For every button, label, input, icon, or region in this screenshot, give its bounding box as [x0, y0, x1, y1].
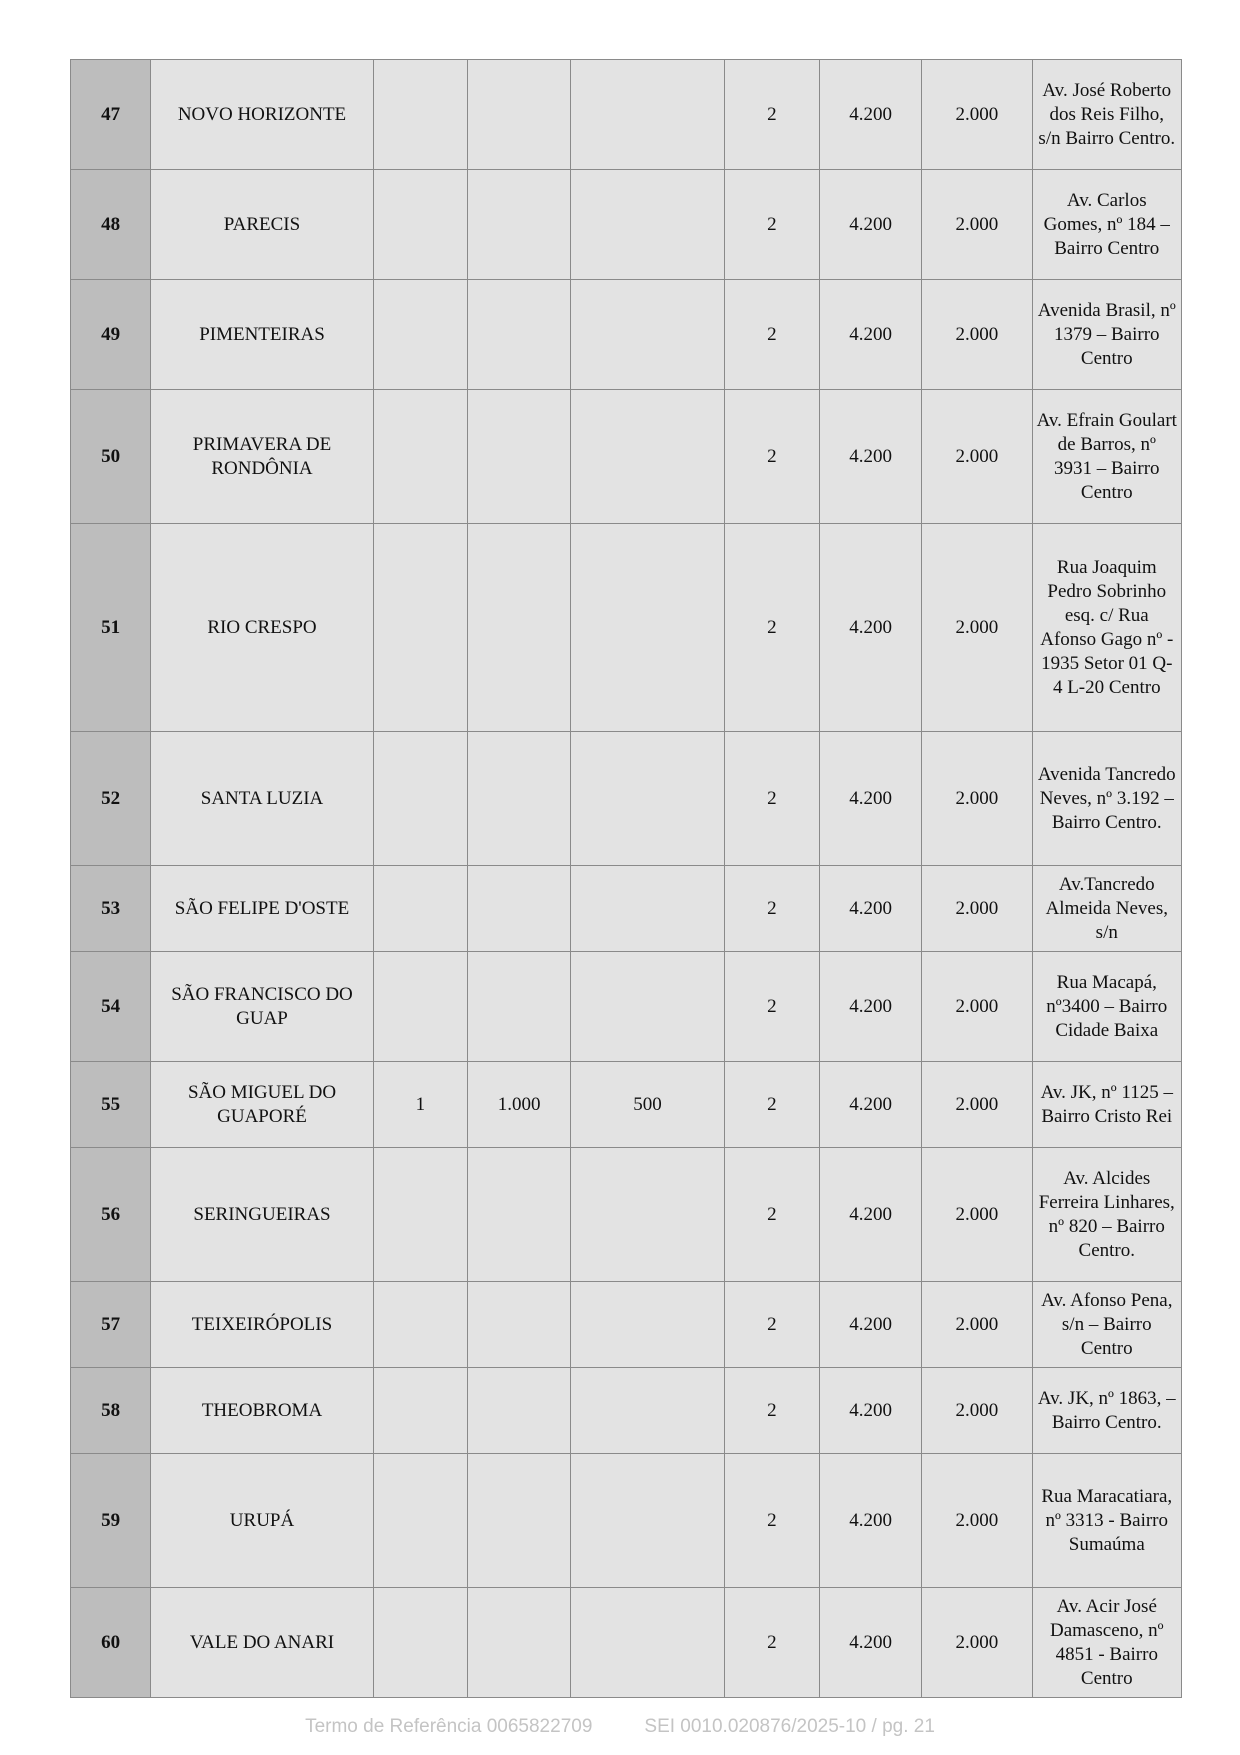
row-number-cell: 58: [71, 1368, 151, 1454]
table-row: [71, 60, 1182, 170]
address-cell: Avenida Brasil, nº 1379 – Bairro Centro: [1032, 280, 1181, 390]
value-cell-5: 4.200: [819, 732, 921, 866]
qty-cell-4: 2: [724, 1588, 819, 1698]
table-row: [71, 1062, 1182, 1148]
municipality-cell: TEIXEIRÓPOLIS: [151, 1282, 374, 1368]
address-cell: Rua Macapá, nº3400 – Bairro Cidade Baixa: [1032, 952, 1181, 1062]
qty-cell-4: 2: [724, 732, 819, 866]
table-row: [71, 866, 1182, 952]
value-cell-2: [468, 1148, 571, 1282]
address-cell: Av. Efrain Goulart de Barros, nº 3931 – Bairro Centro: [1032, 390, 1181, 524]
table-row: [71, 1282, 1182, 1368]
value-cell-6: 2.000: [922, 1454, 1032, 1588]
row-number-cell: 49: [71, 280, 151, 390]
table-row: [71, 390, 1182, 524]
value-cell-3: [571, 1588, 724, 1698]
value-cell-2: [468, 170, 571, 280]
qty-cell-4: 2: [724, 390, 819, 524]
value-cell-3: [571, 390, 724, 524]
value-cell-6: 2.000: [922, 1062, 1032, 1148]
municipality-cell: SÃO MIGUEL DO GUAPORÉ: [151, 1062, 374, 1148]
table-row: [71, 1148, 1182, 1282]
value-cell-3: [571, 732, 724, 866]
value-cell-3: [571, 524, 724, 732]
qty-cell-1: [373, 866, 467, 952]
qty-cell-1: [373, 60, 467, 170]
value-cell-3: [571, 1282, 724, 1368]
qty-cell-1: 1: [373, 1062, 467, 1148]
address-cell: Av. JK, nº 1125 – Bairro Cristo Rei: [1032, 1062, 1181, 1148]
table-row: [71, 1454, 1182, 1588]
value-cell-2: [468, 60, 571, 170]
address-cell: Av. José Roberto dos Reis Filho, s/n Bairro Centro.: [1032, 60, 1181, 170]
row-number-cell: 54: [71, 952, 151, 1062]
municipality-cell: NOVO HORIZONTE: [151, 60, 374, 170]
table-body: [71, 60, 1182, 1698]
value-cell-3: [571, 280, 724, 390]
row-number-cell: 50: [71, 390, 151, 524]
value-cell-6: 2.000: [922, 952, 1032, 1062]
value-cell-3: [571, 1368, 724, 1454]
row-number-cell: 59: [71, 1454, 151, 1588]
address-cell: Avenida Tancredo Neves, nº 3.192 – Bairro Centro.: [1032, 732, 1181, 866]
table-row: [71, 1368, 1182, 1454]
qty-cell-1: [373, 524, 467, 732]
qty-cell-1: [373, 732, 467, 866]
value-cell-5: 4.200: [819, 1062, 921, 1148]
address-cell: Av. Afonso Pena, s/n – Bairro Centro: [1032, 1282, 1181, 1368]
qty-cell-4: 2: [724, 170, 819, 280]
footer-sei-page: SEI 0010.020876/2025-10 / pg. 21: [644, 1716, 935, 1737]
value-cell-6: 2.000: [922, 1368, 1032, 1454]
value-cell-2: [468, 866, 571, 952]
value-cell-6: 2.000: [922, 732, 1032, 866]
municipality-cell: URUPÁ: [151, 1454, 374, 1588]
value-cell-2: [468, 280, 571, 390]
value-cell-2: [468, 1368, 571, 1454]
value-cell-3: [571, 1454, 724, 1588]
qty-cell-4: 2: [724, 524, 819, 732]
table-row: [71, 280, 1182, 390]
row-number-cell: 55: [71, 1062, 151, 1148]
address-cell: Av. Alcides Ferreira Linhares, nº 820 – Bairro Centro.: [1032, 1148, 1181, 1282]
municipality-cell: PARECIS: [151, 170, 374, 280]
qty-cell-1: [373, 170, 467, 280]
address-cell: Av. JK, nº 1863, – Bairro Centro.: [1032, 1368, 1181, 1454]
value-cell-2: [468, 1588, 571, 1698]
value-cell-3: [571, 1148, 724, 1282]
qty-cell-1: [373, 1454, 467, 1588]
table-row: [71, 1588, 1182, 1698]
value-cell-5: 4.200: [819, 524, 921, 732]
value-cell-5: 4.200: [819, 952, 921, 1062]
qty-cell-1: [373, 1588, 467, 1698]
address-cell: Rua Joaquim Pedro Sobrinho esq. c/ Rua Afonso Gago nº - 1935 Setor 01 Q-4 L-20 Centro: [1032, 524, 1181, 732]
value-cell-6: 2.000: [922, 60, 1032, 170]
qty-cell-4: 2: [724, 1368, 819, 1454]
qty-cell-4: 2: [724, 1454, 819, 1588]
qty-cell-1: [373, 1368, 467, 1454]
value-cell-2: 1.000: [468, 1062, 571, 1148]
value-cell-6: 2.000: [922, 866, 1032, 952]
value-cell-5: 4.200: [819, 1368, 921, 1454]
value-cell-5: 4.200: [819, 866, 921, 952]
qty-cell-1: [373, 1282, 467, 1368]
value-cell-5: 4.200: [819, 1148, 921, 1282]
address-cell: Rua Maracatiara, nº 3313 - Bairro Sumaúma: [1032, 1454, 1181, 1588]
qty-cell-1: [373, 390, 467, 524]
qty-cell-4: 2: [724, 1148, 819, 1282]
municipality-cell: SANTA LUZIA: [151, 732, 374, 866]
municipality-cell: SÃO FRANCISCO DO GUAP: [151, 952, 374, 1062]
qty-cell-4: 2: [724, 280, 819, 390]
value-cell-2: [468, 732, 571, 866]
value-cell-6: 2.000: [922, 524, 1032, 732]
table-row: [71, 170, 1182, 280]
municipality-cell: PRIMAVERA DE RONDÔNIA: [151, 390, 374, 524]
municipality-table: [70, 59, 1182, 1698]
address-cell: Av. Carlos Gomes, nº 184 – Bairro Centro: [1032, 170, 1181, 280]
value-cell-2: [468, 390, 571, 524]
municipality-cell: SERINGUEIRAS: [151, 1148, 374, 1282]
qty-cell-1: [373, 952, 467, 1062]
value-cell-6: 2.000: [922, 1148, 1032, 1282]
value-cell-2: [468, 1454, 571, 1588]
qty-cell-4: 2: [724, 1282, 819, 1368]
value-cell-5: 4.200: [819, 1282, 921, 1368]
page-footer: [0, 1716, 1240, 1738]
value-cell-5: 4.200: [819, 390, 921, 524]
value-cell-5: 4.200: [819, 280, 921, 390]
row-number-cell: 51: [71, 524, 151, 732]
qty-cell-4: 2: [724, 60, 819, 170]
qty-cell-4: 2: [724, 952, 819, 1062]
row-number-cell: 56: [71, 1148, 151, 1282]
row-number-cell: 47: [71, 60, 151, 170]
municipality-cell: VALE DO ANARI: [151, 1588, 374, 1698]
row-number-cell: 57: [71, 1282, 151, 1368]
table-row: [71, 952, 1182, 1062]
value-cell-2: [468, 952, 571, 1062]
qty-cell-4: 2: [724, 866, 819, 952]
municipality-cell: THEOBROMA: [151, 1368, 374, 1454]
row-number-cell: 48: [71, 170, 151, 280]
municipality-cell: RIO CRESPO: [151, 524, 374, 732]
value-cell-6: 2.000: [922, 280, 1032, 390]
qty-cell-1: [373, 280, 467, 390]
value-cell-6: 2.000: [922, 170, 1032, 280]
footer-document-reference: Termo de Referência 0065822709: [305, 1716, 593, 1737]
value-cell-3: [571, 952, 724, 1062]
row-number-cell: 53: [71, 866, 151, 952]
value-cell-6: 2.000: [922, 1282, 1032, 1368]
municipality-cell: SÃO FELIPE D'OSTE: [151, 866, 374, 952]
value-cell-6: 2.000: [922, 1588, 1032, 1698]
value-cell-6: 2.000: [922, 390, 1032, 524]
value-cell-5: 4.200: [819, 1588, 921, 1698]
value-cell-5: 4.200: [819, 170, 921, 280]
value-cell-3: [571, 866, 724, 952]
value-cell-3: [571, 60, 724, 170]
value-cell-3: [571, 170, 724, 280]
municipality-cell: PIMENTEIRAS: [151, 280, 374, 390]
qty-cell-4: 2: [724, 1062, 819, 1148]
value-cell-2: [468, 524, 571, 732]
row-number-cell: 52: [71, 732, 151, 866]
address-cell: Av.Tancredo Almeida Neves, s/n: [1032, 866, 1181, 952]
table-row: [71, 732, 1182, 866]
value-cell-2: [468, 1282, 571, 1368]
address-cell: Av. Acir José Damasceno, nº 4851 - Bairro Centro: [1032, 1588, 1181, 1698]
value-cell-3: 500: [571, 1062, 724, 1148]
row-number-cell: 60: [71, 1588, 151, 1698]
table-row: [71, 524, 1182, 732]
value-cell-5: 4.200: [819, 1454, 921, 1588]
value-cell-5: 4.200: [819, 60, 921, 170]
qty-cell-1: [373, 1148, 467, 1282]
